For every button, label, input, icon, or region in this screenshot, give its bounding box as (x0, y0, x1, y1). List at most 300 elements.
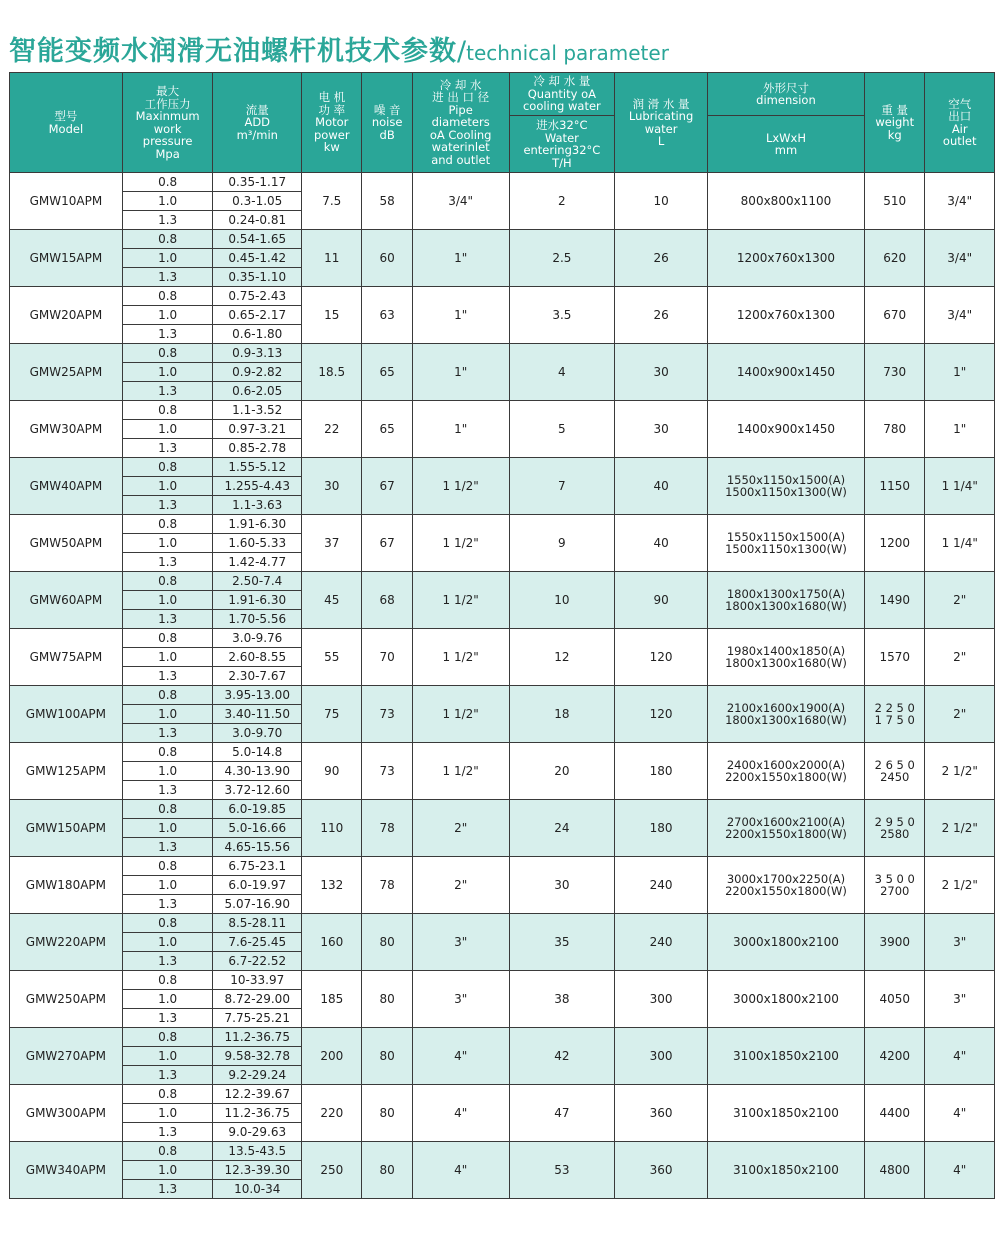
flow-cell: 1.1-3.52 (213, 401, 302, 420)
power-cell: 200 (302, 1028, 362, 1085)
header-line: and outlet (431, 152, 491, 167)
model-cell: GMW20APM (10, 287, 123, 344)
weight-cell (865, 515, 925, 572)
header-model (10, 73, 123, 173)
air-outlet-cell: 4" (925, 1142, 995, 1199)
power-cell: 185 (302, 971, 362, 1028)
flow-cell: 0.9-2.82 (213, 363, 302, 382)
pressure-cell: 1.3 (122, 268, 213, 287)
flow-cell: 2.30-7.67 (213, 667, 302, 686)
table-row (10, 572, 995, 591)
weight-cell-line: 620 (883, 251, 907, 265)
lube-cell: 240 (615, 914, 708, 971)
dimension-cell (707, 971, 864, 1028)
header-line: 润 滑 水 量 (632, 96, 690, 111)
table-row (10, 458, 995, 477)
header-line: kw (323, 140, 340, 155)
flow-cell: 5.0-16.66 (213, 819, 302, 838)
dimension-cell-line: 2200x1550x1800(W) (725, 827, 847, 841)
power-cell: 11 (302, 230, 362, 287)
flow-cell: 0.6-1.80 (213, 325, 302, 344)
noise-cell: 67 (362, 515, 412, 572)
flow-cell: 0.97-3.21 (213, 420, 302, 439)
header-line: mm (774, 143, 798, 157)
header-line: 空气 (948, 96, 972, 111)
weight-cell-line: 4050 (879, 992, 910, 1006)
header-line: T/H (552, 155, 572, 170)
pressure-cell: 1.0 (122, 591, 213, 610)
header-line: dimension (756, 93, 816, 107)
power-cell: 45 (302, 572, 362, 629)
pipe-cell: 1 1/2" (412, 515, 509, 572)
air-outlet-cell: 2" (925, 629, 995, 686)
dimension-cell-line: 1400x900x1450 (736, 365, 836, 379)
dimension-cell (707, 1085, 864, 1142)
pressure-cell: 1.0 (122, 1047, 213, 1066)
pressure-cell: 1.3 (122, 553, 213, 572)
flow-cell: 3.72-12.60 (213, 781, 302, 800)
power-cell: 55 (302, 629, 362, 686)
weight-cell-line: 670 (883, 308, 907, 322)
pressure-cell: 0.8 (122, 458, 213, 477)
weight-cell (865, 173, 925, 230)
power-cell: 75 (302, 686, 362, 743)
flow-cell: 10-33.97 (213, 971, 302, 990)
flow-cell: 6.0-19.85 (213, 800, 302, 819)
weight-cell (865, 401, 925, 458)
flow-cell: 0.85-2.78 (213, 439, 302, 458)
pressure-cell: 1.0 (122, 648, 213, 667)
air-outlet-cell: 3/4" (925, 173, 995, 230)
pressure-cell: 0.8 (122, 1028, 213, 1047)
flow-cell: 0.65-2.17 (213, 306, 302, 325)
flow-cell: 5.07-16.90 (213, 895, 302, 914)
table-header (10, 73, 995, 173)
cooling-cell: 30 (509, 857, 615, 914)
header-line: ADD (244, 115, 271, 130)
pressure-cell: 1.0 (122, 192, 213, 211)
air-outlet-cell: 1" (925, 401, 995, 458)
table-row (10, 401, 995, 420)
flow-cell: 6.0-19.97 (213, 876, 302, 895)
dimension-cell (707, 1142, 864, 1199)
flow-cell: 12.2-39.67 (213, 1085, 302, 1104)
dimension-cell (707, 914, 864, 971)
dimension-cell-line: 3100x1850x2100 (733, 1106, 839, 1120)
header-line: 冷 却 水 (439, 77, 482, 92)
header-line: Maxinmum (135, 109, 200, 123)
model-cell: GMW250APM (10, 971, 123, 1028)
table-row (10, 743, 995, 762)
pipe-cell: 4" (412, 1142, 509, 1199)
lube-cell: 30 (615, 401, 708, 458)
flow-cell: 0.35-1.10 (213, 268, 302, 287)
table-row (10, 857, 995, 876)
model-cell: GMW100APM (10, 686, 123, 743)
header-line: pressure (142, 134, 193, 148)
weight-cell (865, 287, 925, 344)
pressure-cell: 1.0 (122, 534, 213, 553)
dimension-cell (707, 230, 864, 287)
air-outlet-cell: 2" (925, 686, 995, 743)
power-cell: 7.5 (302, 173, 362, 230)
table-row (10, 914, 995, 933)
header-line: power (314, 127, 350, 142)
cooling-cell: 53 (509, 1142, 615, 1199)
flow-cell: 1.55-5.12 (213, 458, 302, 477)
dimension-cell (707, 173, 864, 230)
weight-cell-line: 510 (883, 194, 907, 208)
flow-cell: 0.24-0.81 (213, 211, 302, 230)
flow-cell: 6.7-22.52 (213, 952, 302, 971)
header-motor-power (302, 73, 362, 173)
flow-cell: 6.75-23.1 (213, 857, 302, 876)
header-line: oA Cooling (429, 127, 492, 142)
flow-cell: 4.30-13.90 (213, 762, 302, 781)
air-outlet-cell: 2" (925, 572, 995, 629)
lube-cell: 10 (615, 173, 708, 230)
table-row (10, 287, 995, 306)
lube-cell: 26 (615, 287, 708, 344)
lube-cell: 360 (615, 1142, 708, 1199)
table-row (10, 344, 995, 363)
cooling-cell: 38 (509, 971, 615, 1028)
flow-cell: 3.95-13.00 (213, 686, 302, 705)
lube-cell: 120 (615, 686, 708, 743)
noise-cell: 68 (362, 572, 412, 629)
weight-cell-line: 2700 (880, 884, 910, 898)
flow-cell: 8.5-28.11 (213, 914, 302, 933)
model-cell: GMW50APM (10, 515, 123, 572)
cooling-cell: 47 (509, 1085, 615, 1142)
dimension-cell-line: 1550x1150x1500(A) (726, 472, 846, 487)
flow-cell: 0.54-1.65 (213, 230, 302, 249)
air-outlet-cell: 1" (925, 344, 995, 401)
lube-cell: 360 (615, 1085, 708, 1142)
weight-cell (865, 1028, 925, 1085)
header-line: 外形尺寸 (762, 80, 809, 95)
power-cell: 110 (302, 800, 362, 857)
weight-cell-line: 2450 (880, 770, 910, 784)
model-cell: GMW75APM (10, 629, 123, 686)
pressure-cell: 1.3 (122, 1180, 213, 1199)
model-cell: GMW270APM (10, 1028, 123, 1085)
weight-cell (865, 857, 925, 914)
title-separator: / (457, 36, 467, 67)
weight-cell (865, 971, 925, 1028)
pressure-cell: 1.0 (122, 762, 213, 781)
header-line: Water (544, 130, 579, 145)
model-cell: GMW30APM (10, 401, 123, 458)
pressure-cell: 0.8 (122, 572, 213, 591)
flow-cell: 3.0-9.76 (213, 629, 302, 648)
flow-cell: 1.91-6.30 (213, 591, 302, 610)
air-outlet-cell: 3/4" (925, 287, 995, 344)
noise-cell: 80 (362, 1028, 412, 1085)
header-line: Mpa (155, 146, 180, 161)
dimension-cell (707, 458, 864, 515)
air-outlet-cell: 1 1/4" (925, 458, 995, 515)
weight-cell (865, 800, 925, 857)
pressure-cell: 1.3 (122, 838, 213, 857)
weight-cell (865, 458, 925, 515)
header-dimension-units (707, 116, 864, 173)
header-lubricating-water (615, 73, 708, 173)
dimension-cell-line: 1800x1300x1680(W) (725, 713, 847, 727)
header-weight (865, 73, 925, 173)
model-cell: GMW60APM (10, 572, 123, 629)
weight-cell-line: 1150 (879, 479, 910, 493)
header-line: diameters (431, 115, 490, 130)
header-line: Air (951, 121, 968, 136)
model-cell: GMW125APM (10, 743, 123, 800)
cooling-cell: 42 (509, 1028, 615, 1085)
noise-cell: 67 (362, 458, 412, 515)
cooling-cell: 7 (509, 458, 615, 515)
table-row (10, 1085, 995, 1104)
flow-cell: 1.91-6.30 (213, 515, 302, 534)
pressure-cell: 0.8 (122, 230, 213, 249)
power-cell: 220 (302, 1085, 362, 1142)
header-dimension (707, 73, 864, 116)
dimension-cell-line: 1800x1300x1750(A) (726, 586, 846, 601)
flow-cell: 7.75-25.21 (213, 1009, 302, 1028)
flow-cell: 0.9-3.13 (213, 344, 302, 363)
pipe-cell: 1 1/2" (412, 572, 509, 629)
lube-cell: 180 (615, 800, 708, 857)
flow-cell: 11.2-36.75 (213, 1104, 302, 1123)
header-line: outlet (942, 134, 977, 148)
header-line: waterinlet (431, 140, 490, 155)
header-line: water (644, 121, 678, 136)
header-line: 进 出 口 径 (432, 90, 490, 105)
weight-cell-line: 730 (883, 365, 907, 379)
pipe-cell: 1 1/2" (412, 458, 509, 515)
weight-cell (865, 230, 925, 287)
cooling-cell: 20 (509, 743, 615, 800)
weight-cell-line: 4200 (879, 1049, 910, 1063)
flow-cell: 4.65-15.56 (213, 838, 302, 857)
lube-cell: 40 (615, 458, 708, 515)
pipe-cell: 1 1/2" (412, 743, 509, 800)
pressure-cell: 1.3 (122, 325, 213, 344)
pressure-cell: 0.8 (122, 914, 213, 933)
dimension-cell-line: 1800x1300x1680(W) (725, 599, 847, 613)
weight-cell-line: 780 (883, 422, 907, 436)
weight-cell-line: 4400 (879, 1106, 910, 1120)
flow-cell: 7.6-25.45 (213, 933, 302, 952)
cooling-cell: 12 (509, 629, 615, 686)
lube-cell: 120 (615, 629, 708, 686)
pressure-cell: 1.0 (122, 363, 213, 382)
title-chinese: 智能变频水润滑无油螺杆机技术参数 (9, 36, 457, 67)
power-cell: 250 (302, 1142, 362, 1199)
header-line: weight (875, 115, 915, 130)
model-cell: GMW300APM (10, 1085, 123, 1142)
dimension-cell-line: 2400x1600x2000(A) (726, 757, 846, 772)
air-outlet-cell: 2 1/2" (925, 857, 995, 914)
pressure-cell: 1.0 (122, 876, 213, 895)
pressure-cell: 1.3 (122, 1009, 213, 1028)
header-line: 功 率 (318, 102, 346, 117)
pipe-cell: 4" (412, 1028, 509, 1085)
pressure-cell: 0.8 (122, 629, 213, 648)
weight-cell-line: 3900 (879, 935, 910, 949)
pressure-cell: 1.0 (122, 933, 213, 952)
pressure-cell: 1.3 (122, 496, 213, 515)
pressure-cell: 1.0 (122, 420, 213, 439)
pressure-cell: 0.8 (122, 686, 213, 705)
flow-cell: 9.0-29.63 (213, 1123, 302, 1142)
dimension-cell-line: 1980x1400x1850(A) (726, 643, 846, 658)
cooling-cell: 5 (509, 401, 615, 458)
weight-cell-line: 1570 (879, 650, 910, 664)
header-line: Model (48, 121, 84, 136)
lube-cell: 26 (615, 230, 708, 287)
dimension-cell-line: 3000x1800x2100 (733, 935, 839, 949)
table-row (10, 971, 995, 990)
pipe-cell: 1" (412, 287, 509, 344)
cooling-cell: 10 (509, 572, 615, 629)
pressure-cell: 1.0 (122, 1161, 213, 1180)
pressure-cell: 1.0 (122, 990, 213, 1009)
lube-cell: 300 (615, 971, 708, 1028)
pressure-cell: 1.3 (122, 439, 213, 458)
pressure-cell: 1.3 (122, 781, 213, 800)
flow-cell: 13.5-43.5 (213, 1142, 302, 1161)
header-line: noise (371, 115, 403, 130)
header-line: dB (379, 127, 395, 142)
header-line: m³/min (236, 127, 278, 142)
weight-cell-line: 1490 (879, 593, 910, 607)
pressure-cell: 0.8 (122, 173, 213, 192)
dimension-cell-line: 1500x1150x1300(W) (725, 485, 847, 499)
flow-cell: 10.0-34 (213, 1180, 302, 1199)
pressure-cell: 1.3 (122, 211, 213, 230)
pressure-cell: 0.8 (122, 743, 213, 762)
air-outlet-cell: 4" (925, 1085, 995, 1142)
pressure-cell: 0.8 (122, 1142, 213, 1161)
header-line: cooling water (522, 99, 601, 114)
flow-cell: 1.70-5.56 (213, 610, 302, 629)
noise-cell: 65 (362, 344, 412, 401)
pressure-cell: 1.3 (122, 667, 213, 686)
flow-cell: 9.58-32.78 (213, 1047, 302, 1066)
dimension-cell-line: 1550x1150x1500(A) (726, 529, 846, 544)
flow-cell: 5.0-14.8 (213, 743, 302, 762)
header-line: 重 量 (881, 102, 909, 117)
header-cooling-quantity (509, 73, 615, 116)
flow-cell: 1.1-3.63 (213, 496, 302, 515)
dimension-cell (707, 800, 864, 857)
dimension-cell (707, 287, 864, 344)
flow-cell: 0.35-1.17 (213, 173, 302, 192)
cooling-cell: 2.5 (509, 230, 615, 287)
table-row (10, 230, 995, 249)
table-row (10, 629, 995, 648)
header-line: 型号 (54, 109, 78, 123)
pressure-cell: 1.0 (122, 819, 213, 838)
dimension-cell (707, 1028, 864, 1085)
header-line: entering32°C (523, 143, 601, 157)
model-cell: GMW15APM (10, 230, 123, 287)
air-outlet-cell: 2 1/2" (925, 800, 995, 857)
table-row (10, 800, 995, 819)
dimension-cell (707, 629, 864, 686)
pipe-cell: 1" (412, 401, 509, 458)
power-cell: 22 (302, 401, 362, 458)
pipe-cell: 1" (412, 344, 509, 401)
dimension-cell (707, 344, 864, 401)
flow-cell: 8.72-29.00 (213, 990, 302, 1009)
header-line: 最大 (156, 84, 180, 98)
header-cooling-entering (509, 116, 615, 173)
power-cell: 132 (302, 857, 362, 914)
dimension-cell-line: 1200x760x1300 (736, 251, 836, 265)
pressure-cell: 1.3 (122, 610, 213, 629)
pressure-cell: 0.8 (122, 1085, 213, 1104)
pressure-cell: 0.8 (122, 515, 213, 534)
power-cell: 30 (302, 458, 362, 515)
dimension-cell (707, 743, 864, 800)
weight-cell (865, 572, 925, 629)
model-cell: GMW340APM (10, 1142, 123, 1199)
dimension-cell (707, 572, 864, 629)
pressure-cell: 1.0 (122, 477, 213, 496)
flow-cell: 3.0-9.70 (213, 724, 302, 743)
air-outlet-cell: 3" (925, 914, 995, 971)
pressure-cell: 1.0 (122, 249, 213, 268)
pipe-cell: 2" (412, 800, 509, 857)
header-line: Motor (315, 115, 349, 130)
power-cell: 18.5 (302, 344, 362, 401)
flow-cell: 0.6-2.05 (213, 382, 302, 401)
pressure-cell: 1.3 (122, 1123, 213, 1142)
table-body (10, 173, 995, 1199)
noise-cell: 73 (362, 686, 412, 743)
pressure-cell: 1.3 (122, 382, 213, 401)
noise-cell: 70 (362, 629, 412, 686)
air-outlet-cell: 3/4" (925, 230, 995, 287)
pipe-cell: 3" (412, 971, 509, 1028)
header-pipe-diameter (412, 73, 509, 173)
lube-cell: 40 (615, 515, 708, 572)
header-line: kg (887, 127, 902, 142)
pipe-cell: 1 1/2" (412, 686, 509, 743)
pipe-cell: 1 1/2" (412, 629, 509, 686)
dimension-cell (707, 401, 864, 458)
cooling-cell: 3.5 (509, 287, 615, 344)
flow-cell: 2.60-8.55 (213, 648, 302, 667)
table-row (10, 1028, 995, 1047)
pressure-cell: 1.0 (122, 306, 213, 325)
header-line: L (657, 134, 665, 148)
table-row (10, 1142, 995, 1161)
header-line: 工作压力 (144, 96, 191, 111)
dimension-cell-line: 3100x1850x2100 (733, 1049, 839, 1063)
spec-table (9, 72, 995, 1199)
weight-cell-line: 4800 (879, 1163, 910, 1177)
pipe-cell: 3" (412, 914, 509, 971)
page-title (9, 34, 669, 70)
header-line: work (153, 121, 182, 136)
header-line: 出口 (948, 109, 972, 123)
weight-cell (865, 629, 925, 686)
cooling-cell: 24 (509, 800, 615, 857)
lube-cell: 300 (615, 1028, 708, 1085)
lube-cell: 90 (615, 572, 708, 629)
flow-cell: 12.3-39.30 (213, 1161, 302, 1180)
